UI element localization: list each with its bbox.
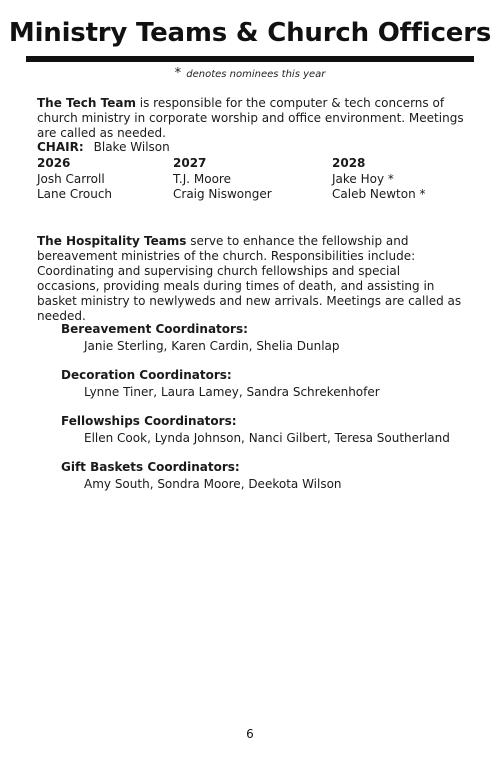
- tech-team-text: is responsible for the computer & tech concerns of church ministry in corporate worship and office environment. Meetings are called as needed.: [37, 96, 464, 140]
- tech-team-chair: [37, 140, 170, 155]
- coordinator-title: Fellowships Coordinators:: [61, 414, 237, 428]
- nominee-asterisk: *: [174, 66, 182, 81]
- tech-team-description: [37, 96, 465, 141]
- column-year: 2026: [37, 156, 71, 170]
- nominee-note: [0, 66, 500, 81]
- column-year: 2028: [332, 156, 366, 170]
- coordinator-group-decoration: [61, 367, 380, 401]
- member-name: Lane Crouch: [37, 187, 113, 201]
- coordinator-group-bereavement: [61, 321, 340, 355]
- page-number: 6: [246, 727, 254, 741]
- column-year: 2027: [173, 156, 207, 170]
- coordinator-group-fellowships: [61, 413, 450, 447]
- hospitality-name: The Hospitality Teams: [37, 234, 187, 248]
- member-name: Jake Hoy *: [332, 171, 394, 186]
- member-name: Caleb Newton *: [332, 187, 426, 201]
- member-name: Craig Niswonger: [173, 187, 272, 201]
- officer-column-2027: [173, 156, 272, 203]
- coordinator-title: Gift Baskets Coordinators:: [61, 460, 240, 474]
- nominee-note-text: denotes nominees this year: [186, 69, 326, 80]
- hospitality-description: [37, 234, 465, 324]
- coordinator-names: Amy South, Sondra Moore, Deekota Wilson: [84, 477, 342, 491]
- officer-column-2028: [332, 156, 426, 203]
- member-name: T.J. Moore: [173, 171, 231, 186]
- tech-team-name: The Tech Team: [37, 96, 136, 110]
- coordinator-title: Decoration Coordinators:: [61, 368, 232, 382]
- title-divider: [26, 56, 474, 62]
- chair-label: CHAIR:: [37, 140, 84, 154]
- hospitality-text: serve to enhance the fellowship and bereavement ministries of the church. Responsibilities include: Coordinating and supervising church fellowships and special occasions, providing meals during times of death, and assisting in basket ministry to newlyweds and new arrivals. Meetings are called as needed.: [37, 234, 462, 323]
- chair-name: Blake Wilson: [93, 140, 170, 154]
- page-title: Ministry Teams & Church Officers: [8, 18, 492, 48]
- coordinator-names: Janie Sterling, Karen Cardin, Shelia Dunlap: [84, 339, 340, 353]
- officer-column-2026: [37, 156, 112, 203]
- coordinator-names: Lynne Tiner, Laura Lamey, Sandra Schrekenhofer: [84, 385, 380, 399]
- coordinator-names: Ellen Cook, Lynda Johnson, Nanci Gilbert, Teresa Southerland: [84, 431, 450, 445]
- coordinator-group-gift-baskets: [61, 459, 342, 493]
- coordinator-title: Bereavement Coordinators:: [61, 322, 248, 336]
- member-name: Josh Carroll: [37, 171, 105, 186]
